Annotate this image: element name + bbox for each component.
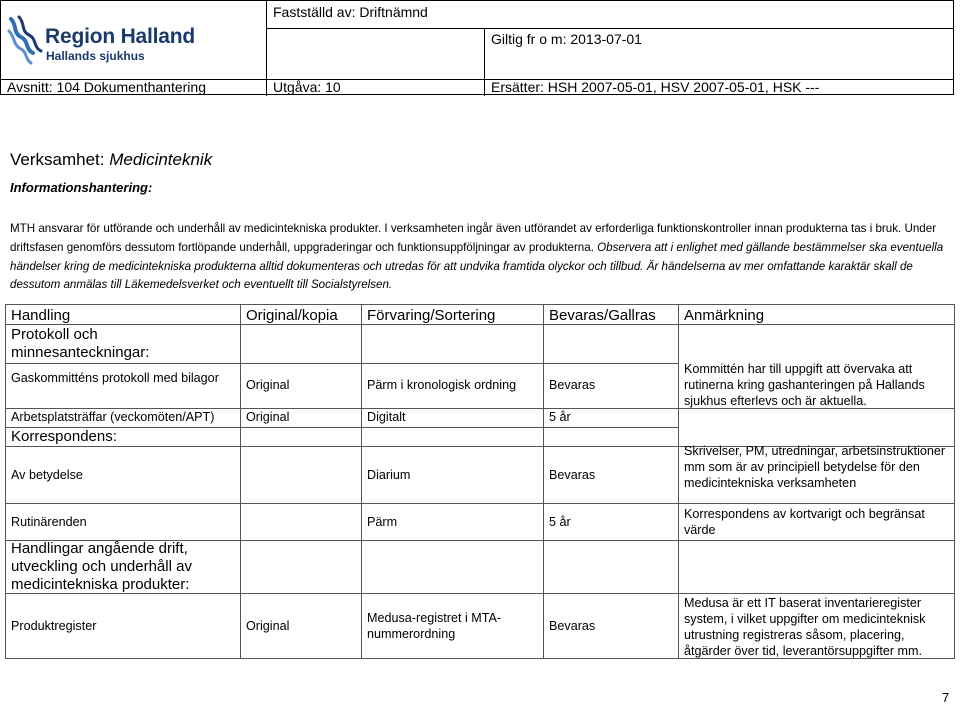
table-row-av-bevaras: Bevaras [549,468,596,482]
verksamhet-label: Verksamhet: [10,150,110,169]
header-utfardare-cell [267,28,485,79]
col-header-handling: Handling [11,307,71,324]
verksamhet-value: Medicinteknik [109,150,213,169]
page-number: 7 [942,690,950,705]
region-halland-logo [1,1,267,79]
logo-subtitle: Hallands sjukhus [46,49,145,63]
col-header-forvaring: Förvaring/Sortering [367,307,496,324]
table-row-apt-original: Original [246,410,290,424]
description-paragraph [10,220,954,295]
table-row-apt-handling: Arbetsplatsträffar (veckomöten/APT) [11,410,215,424]
col-header-anmarkning: Anmärkning [684,307,765,324]
table-row-av-forvaring: Diarium [367,468,411,482]
table-row-gas-handling: Gaskommitténs protokoll med bilagor [11,371,219,385]
header-fastställd-cell [267,1,953,29]
utgava-text: Utgåva: 10 [267,80,485,96]
logo-name: Region Halland [45,25,196,48]
giltig-text: Giltig fr o m: 2013-07-01 [491,31,642,47]
table-row-rutin-bevaras: 5 år [549,515,571,529]
table-row-apt-forvaring: Digitalt [367,410,406,424]
table-row-gas-bevaras: Bevaras [549,378,596,392]
table-row-apt-bevaras: 5 år [549,410,571,424]
records-table [5,304,955,659]
document-header [0,0,954,95]
table-row-av-anmarkning: Skrivelser, PM, utredningar, arbetsinstruktioner mm som är av principiell betydelse för den medicintekniska verksamheten [684,444,946,490]
paragraph-part-2: Observera att i enlighet med gällande bestämmelser ska eventuella händelser kring de medicintekniska produkterna alltid dokumenteras och utredas för att undvika framtida olyckor och tillbud. Är händelserna av mer omfattande karaktär skall de dessutom anmälas till Läkemedelsverket och eventuellt till Socialstyrelsen. [10,240,944,292]
table-row-prod-forvaring: Medusa-registret i MTA-nummerordning [367,611,502,641]
col-header-original: Original/kopia [246,307,338,324]
table-row-gas-original: Original [246,378,290,392]
section-handlingar-drift: Handlingar angående drift, utveckling och underhåll av medicintekniska produkter: [11,540,192,593]
logo-wave-icon [7,15,45,65]
table-row-rutin-forvaring: Pärm [367,515,398,529]
table-row-prod-bevaras: Bevaras [549,619,596,633]
section-protokoll: Protokoll och minnesanteckningar: [11,326,150,361]
table-row-prod-anmarkning: Medusa är ett IT baserat inventarieregister system, i vilket uppgifter om medicinteknisk utrustning registreras såsom, placering, åtgärder över tid, leverantörsuppgifter mm. [684,596,926,658]
verksamhet-heading [10,150,212,170]
section-korrespondens: Korrespondens: [11,428,117,445]
table-row-gas-forvaring: Pärm i kronologisk ordning [367,378,517,392]
paragraph-part-1: MTH ansvarar för utförande och underhåll av medicintekniska produkter. I verksamheten ingår även utförandet av erforderliga funktionskontroller innan produkterna tas i bruk. Under driftsfasen genomförs dessutom fortlöpande underhåll, uppgraderingar och funktionsuppföljningar av produkterna. [10,222,937,254]
table-row-prod-handling: Produktregister [11,619,97,633]
header-row-3 [1,79,953,96]
header-giltig-cell [485,28,953,79]
table-row-av-handling: Av betydelse [11,468,83,482]
ersatter-text: Ersätter: HSH 2007-05-01, HSV 2007-05-01, HSK --- [491,79,820,95]
col-header-bevaras: Bevaras/Gallras [549,307,656,324]
table-row-prod-original: Original [246,619,290,633]
table-row-rutin-anmarkning: Korrespondens av kortvarigt och begränsat värde [684,507,925,537]
avsnitt-text: Avsnitt: 104 Dokumenthantering [1,80,267,96]
table-row-rutin-handling: Rutinärenden [11,515,87,529]
table-row-gas-anmarkning: Kommittén har till uppgift att övervaka att rutinerna kring gashanteringen på Hallands sjukhus efterlevs och är aktuella. [684,362,925,408]
fastställd-text: Fastställd av: Driftnämnd [273,4,428,20]
informationshantering-heading: Informationshantering: [10,180,153,195]
